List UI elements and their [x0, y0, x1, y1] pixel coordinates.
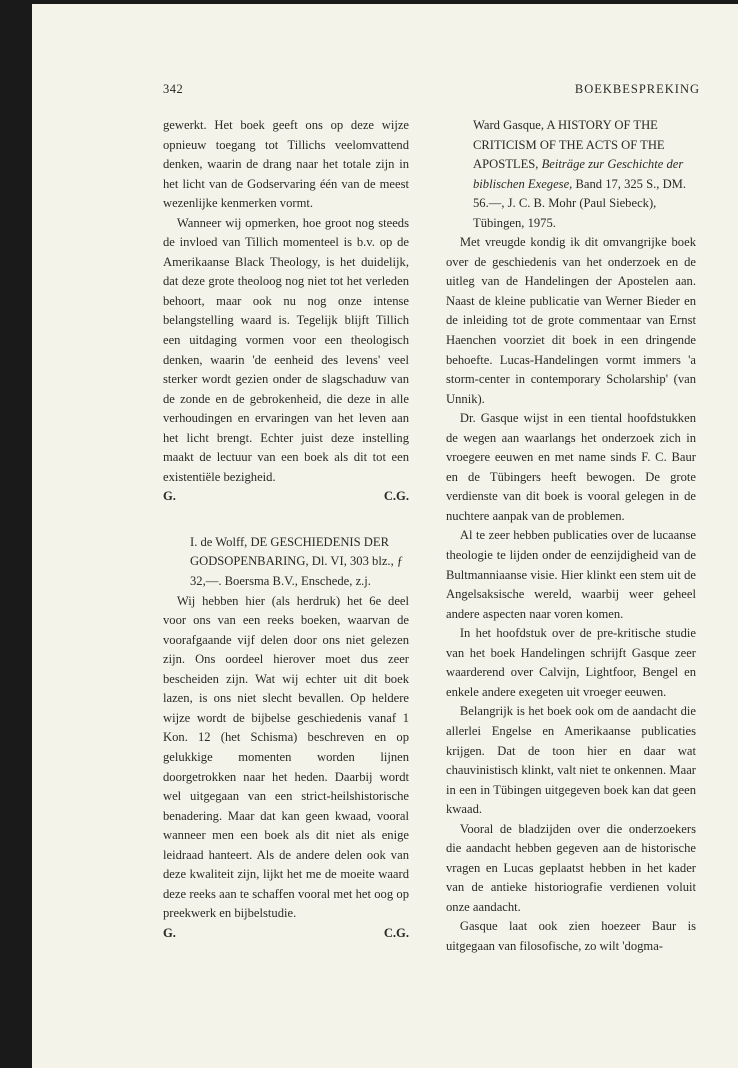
ref1-series: Beiträge zur Geschichte der biblischen Exegese, [473, 157, 684, 191]
ref1-title: A HISTORY OF THE CRITICISM OF THE ACTS OF THE APOSTLES, [473, 118, 665, 172]
ref1-author: Ward Gasque, [473, 118, 547, 132]
ref1-details: Band 17, 325 S., DM. 56.—, J. C. B. Mohr (Paul Siebeck), Tübingen, 1975. [473, 176, 687, 230]
right-paragraph-3: Al te zeer hebben publicaties over de lucaanse theologie te lijden onder de eenzijdigheid van de Bultmanniaanse visie. Hier klinkt een stem uit de Angelsaksische wereld, waarbij weer geheel andere aspecten naar voren komen. [446, 528, 696, 621]
signature-1 [163, 487, 409, 507]
right-paragraph-2: Dr. Gasque wijst in een tiental hoofdstukken de wegen aan waarlangs het onderzoek zich in vroegere eeuwen en met name sinds F. C. Baur en de Tübingers heeft bewogen. De grote verdienste van dit boek is vooral gelegen in de nuchtere aanpak van de problemen. [446, 411, 696, 523]
page-number: 342 [163, 82, 184, 96]
book-reference-1 [446, 116, 696, 233]
left-paragraph-1: gewerkt. Het boek geeft ons op deze wijze opnieuw toegang tot Tillichs veelomvattend denken, waarin de drang naar het totale zijn in het licht van de Godservaring één van de meest wezenlijke kenmerken vormt. [163, 118, 409, 211]
right-column [446, 116, 696, 957]
signature-1-right: C.G. [383, 489, 409, 504]
ref2-author: I. de Wolff, [190, 534, 251, 549]
signature-2-right: C.G. [383, 925, 409, 940]
ref2-details: 303 blz., ƒ 32,—. Boersma B.V., Enschede, z.j. [190, 554, 404, 589]
right-paragraph-4: In het hoofdstuk over de pre-kritische studie van het boek Handelingen schrijft Gasque zeer waarderend over Calvijn, Lightfoor, Bengel en enkele andere exegeten uit vroeger eeuwen. [446, 626, 696, 699]
left-paragraph-2: Wanneer wij opmerken, hoe groot nog steeds de invloed van Tillich momenteel is b.v. op de Amerikaanse Black Theology, is het duidelijk, dat deze grote theoloog nog niet tot het verleden behoort, maar ook nu nog onze intense belangstelling waard is. Tegelijk blijft Tillich een uitdaging vormen voor een theologisch denken, waarin 'de eenheid des levens' veel sterker wordt gezien onder de slagschaduw van de zonde en de gebrokenheid, die deze in alle verhoudingen en ervaringen van het leven aan het licht brengt. Echter juist deze instelling maakt de lectuur van een boek als dit tot een existentiële bezigheid. [163, 215, 409, 484]
right-paragraph-7: Gasque laat ook zien hoezeer Baur is uitgegaan van filosofische, zo wilt 'dogma- [446, 919, 696, 953]
left-column [163, 116, 409, 943]
page-sheet [32, 4, 738, 1068]
left-paragraph-3: Wij hebben hier (als herdruk) het 6e deel voor ons van een reeks boeken, waarvan de voorafgaande vijf delen door ons niet gelezen zijn. Ons oordeel hierover moet dus zeer bescheiden zijn. Wat wij echter uit dit boek lazen, is ons niet slecht bevallen. Op heldere wijze wordt de bijbelse geschiedenis vanaf 1 Kon. 12 (het Schisma) beschreven en op gelukkige momenten worden lijnen doorgetrokken naar het heden. Daarbij wordt wel uitgegaan van een strict-heilshistorische benadering. Maar dat kan geen kwaad, vooral wanneer men een boek als dit niet als enige leidraad hanteert. Als de andere delen ook van deze kwaliteit zijn, lijkt het me de moeite waard deze reeks aan te schaffen vooral met het oog op preekwerk en bijbelstudie. [163, 593, 409, 921]
right-paragraph-6: Vooral de bladzijden over die onderzoekers die aandacht hebben gegeven aan de historische vragen en Lucas geplaatst hebben in het kader van de antieke historiografie verdienen voluit onze aandacht. [446, 821, 696, 914]
signature-2-left: G. [163, 925, 176, 940]
signature-1-left: G. [163, 489, 176, 504]
scanned-page [32, 4, 738, 1068]
right-paragraph-5: Belangrijk is het boek ook om de aandacht die allerlei Engelse en Amerikaanse publicaties krijgen. Dat de toon hier en daar wat chauvinistisch klinkt, valt niet te onkennen. Maar in een in Tübingen uitgegeven boek kan dat geen kwaad. [446, 704, 696, 817]
signature-2 [163, 924, 409, 944]
running-title: BOEKBESPREKING [574, 82, 700, 96]
ref2-title: DE GESCHIEDENIS DER GODSOPENBARING, Dl. VI, [190, 534, 389, 569]
book-reference-2 [163, 533, 409, 592]
right-paragraph-1: Met vreugde kondig ik dit omvangrijke boek over de geschiedenis van het onderzoek en de uitleg van de Handelingen der Apostelen aan. Naast de kleine publicatie van Werner Bieder en de inleiding tot de grote commentaar van Ernst Haenchen voorziet dit boek in een dringende behoefte. Lucas-Handelingen vormt immers 'a storm-center in contemporary Scholarship' (van Unnik). [446, 235, 696, 406]
